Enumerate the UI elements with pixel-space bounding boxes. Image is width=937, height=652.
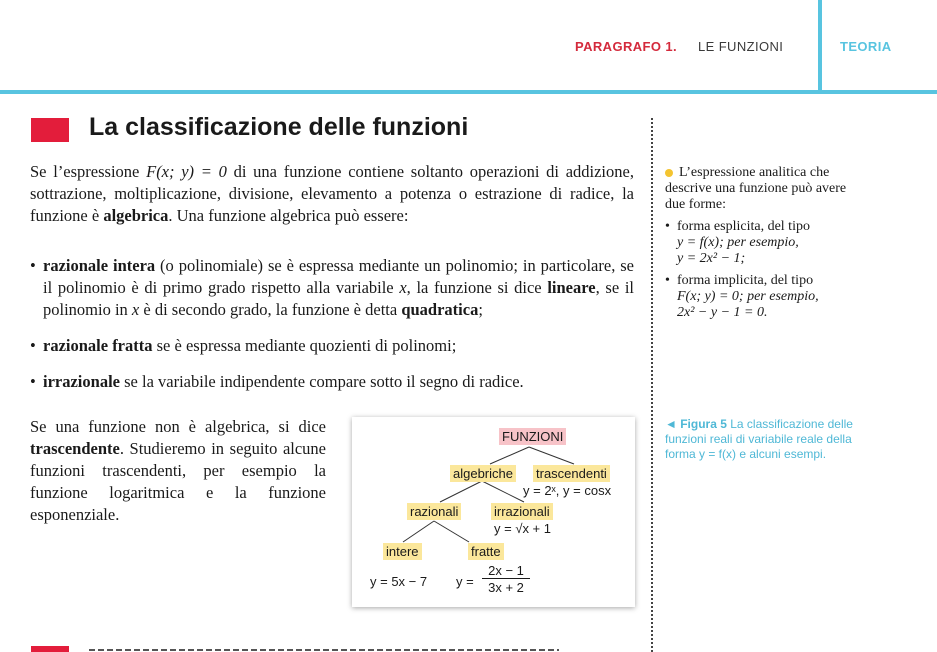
next-section-title-cutoff — [89, 647, 629, 652]
list-item-text: ; — [478, 300, 483, 319]
term-lineare: lineare — [547, 278, 596, 297]
section-title: La classificazione delle funzioni — [89, 113, 469, 141]
node-funzioni: FUNZIONI — [499, 428, 566, 445]
list-item — [665, 273, 860, 321]
note-form-label: • forma implicita, del tipo — [677, 273, 814, 288]
variable-x: x — [131, 300, 140, 319]
node-irrazionali: irrazionali — [491, 503, 553, 520]
note-form-example: 2x² − y − 1 = 0. — [677, 305, 768, 320]
term-algebrica: algebrica — [103, 206, 169, 225]
note-form-equation: F(x; y) = 0; per esempio, — [677, 289, 819, 304]
classification-diagram — [352, 417, 635, 607]
list-item-text: se la variabile indipendente compare sotto il segno di radice. — [119, 372, 524, 391]
example-trascendenti: y = 2ˣ, y = cosx — [523, 483, 612, 498]
intro-paragraph — [30, 161, 634, 227]
list-item-text: se è espressa mediante quozienti di polinomi; — [152, 336, 457, 355]
term-quadratica: quadratica — [401, 300, 479, 319]
algebraic-types-list — [30, 255, 634, 407]
list-item-text: è di secondo grado, la funzione è detta — [139, 300, 402, 319]
list-item — [665, 219, 860, 267]
node-algebriche: algebriche — [450, 465, 516, 482]
intro-text-c: . Una funzione algebrica può essere: — [168, 206, 409, 225]
header-horizontal-rule — [0, 90, 937, 94]
figure-label: ◄ Figura 5 — [665, 417, 727, 431]
intro-text-a: Se l’espressione — [30, 162, 147, 181]
note-form-example: y = 2x² − 1; — [677, 251, 746, 266]
side-note — [665, 165, 860, 327]
term-trascendente: trascendente — [30, 439, 120, 458]
trasc-text-a: Se una funzione non è algebrica, si dice — [30, 417, 326, 436]
note-form-label: • forma esplicita, del tipo — [677, 219, 810, 234]
note-bullet-icon — [665, 169, 673, 177]
note-forms-list — [665, 219, 860, 321]
note-form-equation: y = f(x); per esempio, — [677, 235, 799, 250]
figure-caption-text: La classificazione delle funzioni reali di variabile reale della forma y = f(x) e alcuni esempi. — [665, 417, 853, 461]
example-fratte-denominator: 3x + 2 — [488, 580, 524, 595]
term-razionale-intera: razionale intera — [43, 256, 156, 275]
intro-text-b: di una funzione contiene soltanto operazioni di addizione, sottrazione, moltiplicazione, divisione, elevamento a potenza o estrazione di radice, la funzione è — [30, 162, 634, 225]
list-item — [30, 371, 634, 393]
trasc-text-b: . Studieremo in seguito alcune funzioni trascendenti, per esempio la funzione logaritmica e la funzione esponenziale. — [30, 439, 326, 524]
next-section-marker — [31, 646, 69, 652]
example-irrazionali: y = √x + 1 — [494, 521, 551, 536]
header-section-tag: TEORIA — [840, 39, 892, 54]
list-item-text: (o polinomiale) se è espressa mediante un polinomio; in particolare, se il polinomio è di primo grado rispetto alla variabile — [43, 256, 634, 297]
list-item-text: , se il polinomio in — [43, 278, 635, 319]
example-intere: y = 5x − 7 — [370, 574, 428, 589]
node-trascendenti: trascendenti — [533, 465, 610, 482]
list-item — [30, 255, 634, 321]
node-intere: intere — [383, 543, 422, 560]
term-razionale-fratta: razionale fratta — [43, 336, 153, 355]
example-fratte-numerator: 2x − 1 — [482, 563, 530, 579]
column-divider — [651, 118, 653, 652]
node-razionali: razionali — [407, 503, 461, 520]
header-paragraph-number: PARAGRAFO 1. — [575, 39, 678, 54]
header-vertical-rule — [818, 0, 822, 94]
intro-formula: F(x; y) = 0 — [146, 162, 227, 181]
section-marker — [31, 118, 69, 142]
example-fratte-prefix: y = — [456, 574, 474, 589]
note-intro: L’espressione analitica che descrive una funzione può avere due forme: — [665, 165, 847, 212]
variable-x: x — [399, 278, 407, 297]
term-irrazionale: irrazionale — [43, 372, 120, 391]
list-item — [30, 335, 634, 357]
list-item-text: , la funzione si dice — [406, 278, 548, 297]
figure-caption — [665, 417, 875, 462]
transcendent-paragraph — [30, 416, 326, 526]
header-chapter-title: LE FUNZIONI — [698, 39, 784, 54]
node-fratte: fratte — [468, 543, 504, 560]
